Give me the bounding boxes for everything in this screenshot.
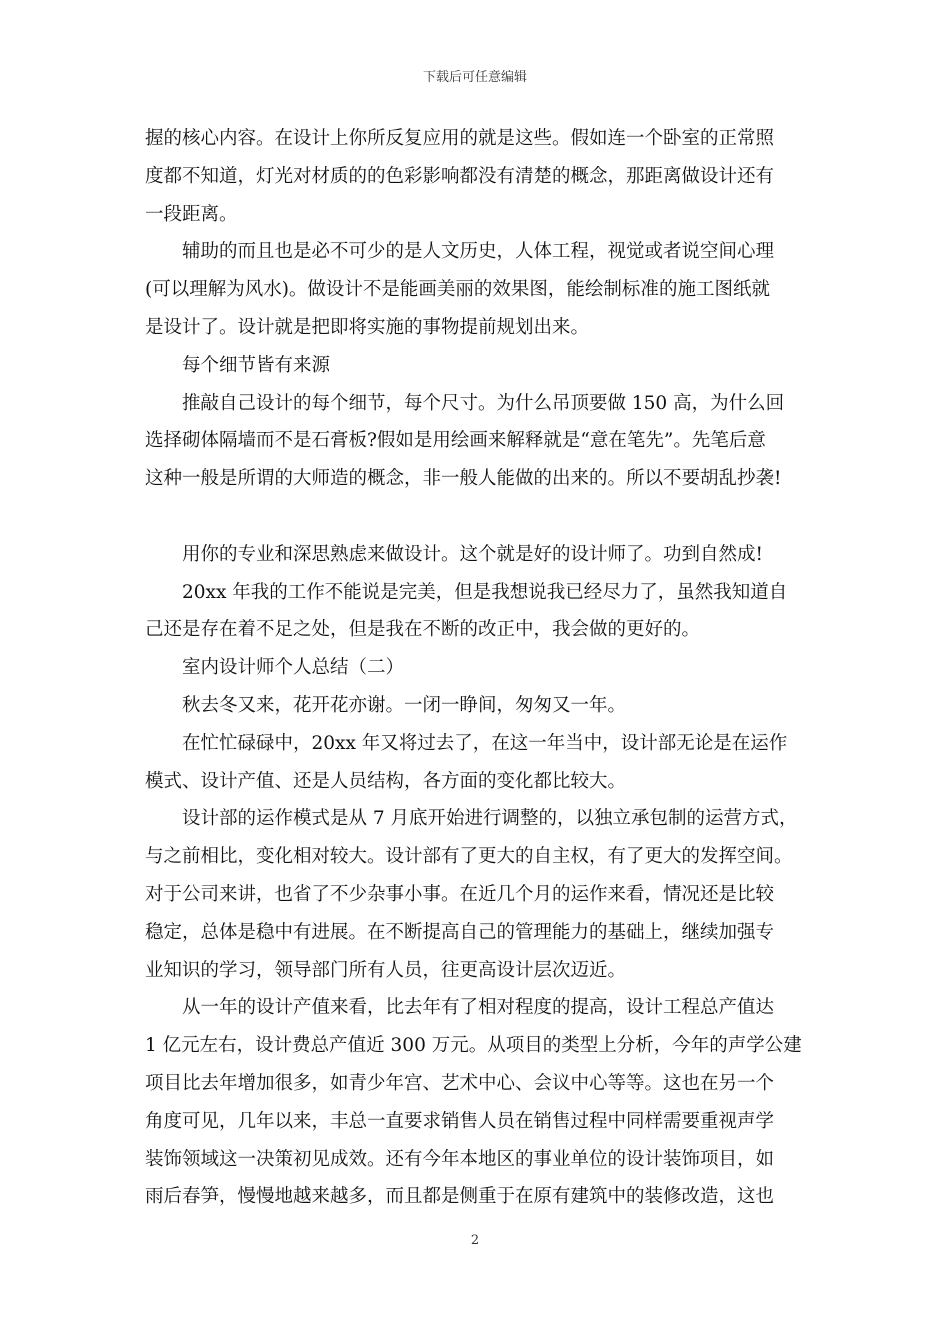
paragraph-line: 模式、设计产值、还是人员结构，各方面的变化都比较大。: [145, 770, 627, 792]
page-header: 下载后可任意编辑: [422, 70, 527, 85]
paragraph-line: 业知识的学习，领导部门所有人员，往更高设计层次迈近。: [145, 959, 627, 981]
paragraph-line: 推敲自己设计的每个细节，每个尺寸。为什么吊顶要做 150 高，为什么回: [182, 392, 785, 414]
paragraph-line: 装饰领域这一决策初见成效。还有今年本地区的事业单位的设计装饰项目，如: [145, 1148, 775, 1170]
paragraph-line: 室内设计师个人总结（二）: [182, 657, 405, 679]
paragraph-line: 己还是存在着不足之处，但是我在不断的改正中，我会做的更好的。: [145, 619, 701, 641]
paragraph-line: 项目比去年增加很多，如青少年宫、艺术中心、会议中心等等。这也在另一个: [145, 1072, 775, 1094]
blank-line: [145, 498, 810, 536]
paragraph-line: 20xx 年我的工作不能说是完美，但是我想说我已经尽力了，虽然我知道自: [182, 581, 788, 603]
paragraph-line: 这种一般是所谓的大师造的概念，非一般人能做的出来的。所以不要胡乱抄袭!: [145, 468, 782, 490]
paragraph-line: 握的核心内容。在设计上你所反复应用的就是这些。假如连一个卧室的正常照: [145, 128, 775, 149]
document-body: [145, 120, 810, 1216]
paragraph-line: 雨后春笋，慢慢地越来越多，而且都是侧重于在原有建筑中的装修改造，这也: [145, 1186, 775, 1208]
paragraph-line: 角度可见，几年以来，丰总一直要求销售人员在销售过程中同样需要重视声学: [145, 1110, 775, 1132]
paragraph-line: 每个细节皆有来源: [182, 354, 331, 376]
paragraph-line: 在忙忙碌碌中，20xx 年又将过去了，在这一年当中，设计部无论是在运作: [182, 732, 788, 754]
paragraph-line: 设计部的运作模式是从 7 月底开始进行调整的，以独立承包制的运营方式，: [182, 808, 798, 830]
paragraph-line: 与之前相比，变化相对较大。设计部有了更大的自主权，有了更大的发挥空间。: [145, 846, 793, 868]
paragraph-line: 稳定，总体是稳中有进展。在不断提高自己的管理能力的基础上，继续加强专: [145, 921, 775, 943]
paragraph-line: 对于公司来讲，也省了不少杂事小事。在近几个月的运作来看，情况还是比较: [145, 883, 775, 905]
paragraph-line: 是设计了。设计就是把即将实施的事物提前规划出来。: [145, 316, 590, 338]
paragraph-line: 选择砌体隔墙而不是石膏板?假如是用绘画来解释就是“意在笔先”。先笔后意: [145, 430, 766, 452]
paragraph-line: 辅助的而且也是必不可少的是人文历史，人体工程，视觉或者说空间心理: [182, 241, 775, 263]
paragraph-line: 度都不知道，灯光对材质的的色彩影响都没有清楚的概念，那距离做设计还有: [145, 165, 775, 187]
paragraph-line: 一段距离。: [145, 203, 238, 225]
paragraph-line: 1 亿元左右，设计费总产值近 300 万元。从项目的类型上分析，今年的声学公建: [145, 1035, 802, 1057]
paragraph-line: 秋去冬又来，花开花亦谢。一闭一睁间，匆匆又一年。: [182, 694, 627, 716]
paragraph-line: 从一年的设计产值来看，比去年有了相对程度的提高，设计工程总产值达: [182, 997, 775, 1019]
paragraph-line: (可以理解为风水)。做设计不是能画美丽的效果图，能绘制标准的施工图纸就: [145, 279, 770, 301]
page-number: 2: [470, 1233, 480, 1248]
paragraph-line: 用你的专业和深思熟虑来做设计。这个就是好的设计师了。功到自然成!: [182, 543, 763, 565]
